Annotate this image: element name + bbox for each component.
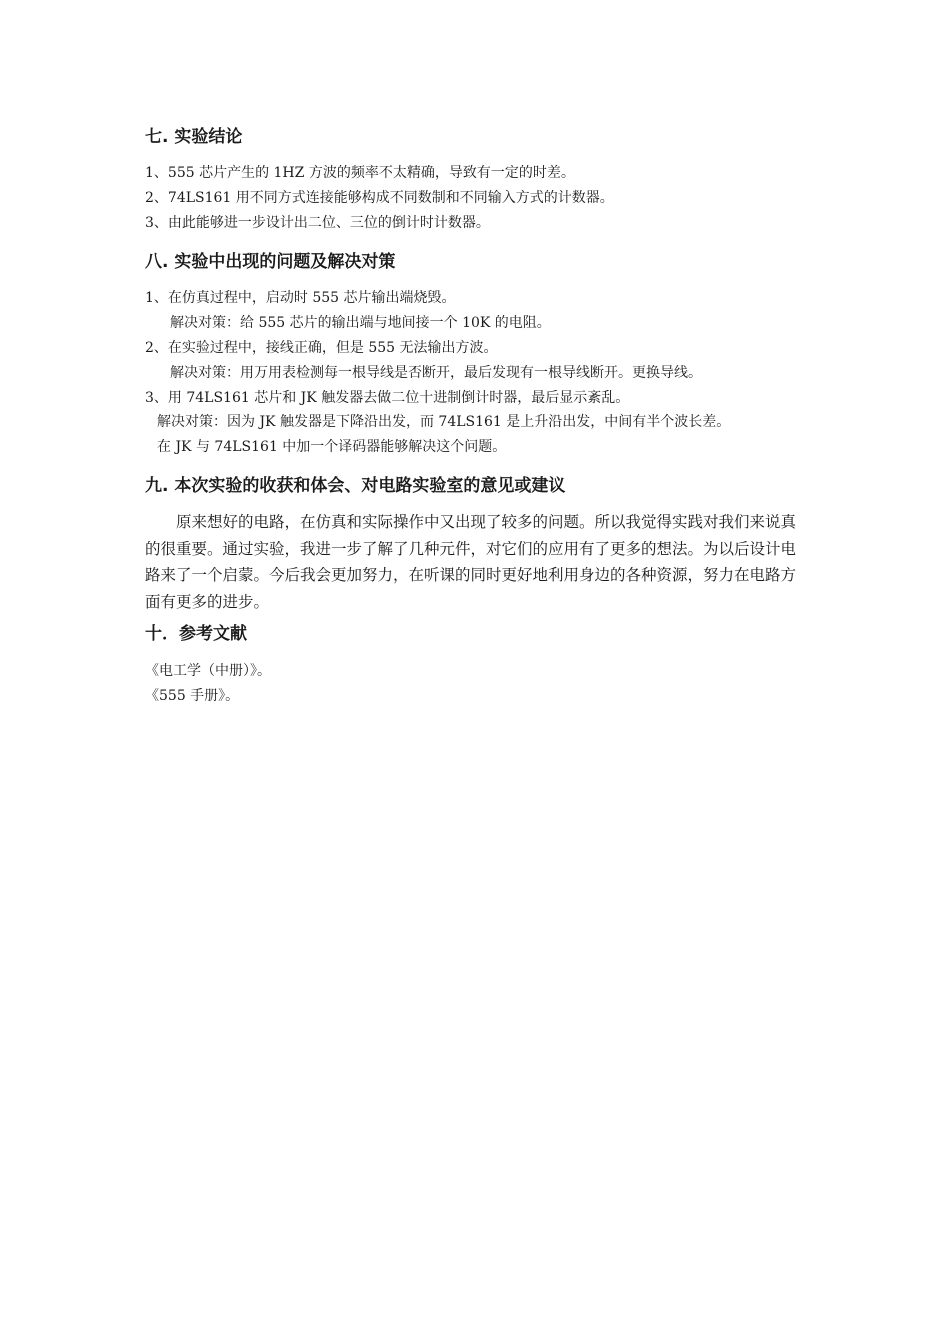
conclusion-item-2: 2、74LS161 用不同方式连接能够构成不同数制和不同输入方式的计数器。 <box>145 190 614 206</box>
problem-2: 2、在实验过程中，接线正确，但是 555 无法输出方波。 <box>145 340 498 356</box>
section-10-heading: 十．参考文献 <box>145 624 247 644</box>
solution-3: 解决对策：因为 JK 触发器是下降沿出发，而 74LS161 是上升沿出发，中间有半个波长差。 <box>157 414 731 430</box>
reference-1: 《电工学（中册）》。 <box>145 663 271 679</box>
section-7-heading: 七. 实验结论 <box>145 127 243 147</box>
reference-2: 《555 手册》。 <box>145 688 240 704</box>
reflection-paragraph: 原来想好的电路，在仿真和实际操作中又出现了较多的问题。所以我觉得实践对我们来说真的很重要。通过实验，我进一步了解了几种元件，对它们的应用有了更多的想法。为以后设计电路来了一个启蒙。今后我会更加努力，在听课的同时更好地利用身边的各种资源，努力在电路方面有更多的进步。 <box>145 513 797 611</box>
problem-1: 1、在仿真过程中，启动时 555 芯片输出端烧毁。 <box>145 290 456 306</box>
solution-1: 解决对策：给 555 芯片的输出端与地间接一个 10K 的电阻。 <box>170 315 551 331</box>
solution-2: 解决对策：用万用表检测每一根导线是否断开，最后发现有一根导线断开。更换导线。 <box>170 365 702 381</box>
section-9-heading: 九. 本次实验的收获和体会、对电路实验室的意见或建议 <box>145 476 566 496</box>
problem-3: 3、用 74LS161 芯片和 JK 触发器去做二位十进制倒计时器，最后显示紊乱。 <box>145 390 630 406</box>
section-8-heading: 八. 实验中出现的问题及解决对策 <box>145 252 396 272</box>
conclusion-item-3: 3、由此能够进一步设计出二位、三位的倒计时计数器。 <box>145 215 490 231</box>
conclusion-item-1: 1、555 芯片产生的 1HZ 方波的频率不太精确，导致有一定的时差。 <box>145 165 575 181</box>
solution-3-continued: 在 JK 与 74LS161 中加一个译码器能够解决这个问题。 <box>157 439 507 455</box>
